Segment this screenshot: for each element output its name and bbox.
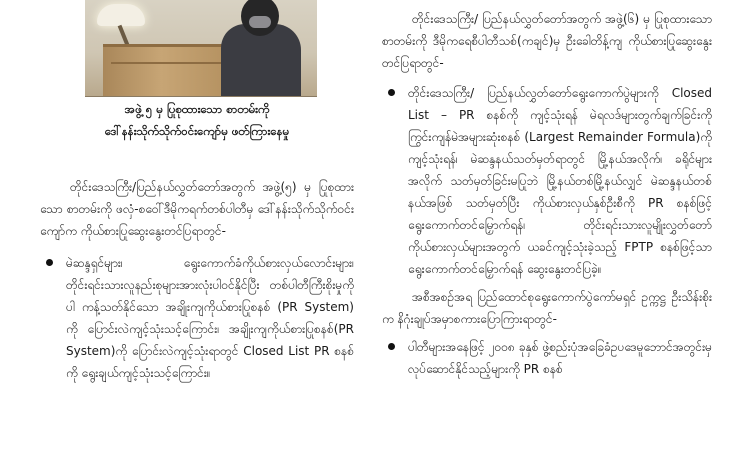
right-bullet-1 xyxy=(382,82,712,280)
caption-line-1: အဖွဲ့ ၅ မှ ပြုစုထားသော စာတမ်းကို xyxy=(124,102,270,116)
podium-trim-shape xyxy=(111,62,225,64)
right-paragraph-2: အစီအစဉ်အရ ပြည်ထောင်စုရွေးကောက်ပွဲကော်မရှင် ဥက္ကဋ္ဌ ဦးသိန်းစိုးက နိဂုံးချုပ်အမှာစကားပြောကြားရာတွင်- xyxy=(382,290,712,326)
left-bullet-1 xyxy=(40,252,354,384)
right-bullet-2 xyxy=(382,336,712,380)
speaker-photo xyxy=(85,0,317,97)
right-bullet-2-text: ပါတီများအနေဖြင့် ၂၀၀၈ ခုနှစ် ဖွဲ့စည်းပုံအခြေခံဥပဒေမူဘောင်အတွင်းမှ လုပ်ဆောင်နိုင်သည့်များကို PR စနစ် xyxy=(408,340,712,376)
right-bullet-list-1 xyxy=(382,82,712,280)
left-paragraph-1: တိုင်းဒေသကြီး/ပြည်နယ်လွှတ်တော်အတွက် အဖွဲ့(၅) မှ ပြုစုထားသော စာတမ်းကို ဖလှံ-စဝေါ်ဒီမိုကရက်တစ်ပါတီမှ ဒေါ်နန်းသိုက်သိုက်ဝင်းကျော်က ကိုယ်စားပြုဆွေးနွေးတင်ပြရာတွင်- xyxy=(40,180,354,238)
photo-caption xyxy=(40,98,354,142)
right-bullet-1-text: တိုင်းဒေသကြီး/ ပြည်နယ်လွှတ်တော်ရွေးကောက်ပွဲများကို Closed List – PR စနစ်ကို ကျင့်သုံးရန် မဲရလဒ်များတွက်ချက်ခြင်းကို ကြွင်းကျန်မဲအများဆုံးစနစ် (Largest Remainder Formula)ကို ကျင့်သုံးရန်၊ မဲဆန္ဒနယ်သတ်မှတ်ရာတွင် မြို့နယ်အလိုက်၊ ခရိုင်များအလိုက် သတ်မှတ်ခြင်းမပြုဘဲ မြို့နယ်တစ်မြို့နယ်လျှင် မဲဆန္ဒနယ်တစ်နယ်အဖြစ် သတ်မှတ်ပြီး ကိုယ်စားလှယ်နှစ်ဦးစီကို PR စနစ်ဖြင့် ရွေးကောက်တင်မြှောက်ရန်၊ တိုင်းရင်းသားလူမျိုးလွှတ်တော်ကိုယ်စားလှယ်များအတွက် ယခင်ကျင့်သုံးခဲ့သည့် FPTP စနစ်ဖြင့်သာ ရွေးကောက်တင်မြှောက်ရန် ဆွေးနွေးတင်ပြခဲ့။ xyxy=(408,86,712,276)
podium-shape xyxy=(103,44,233,97)
left-bullet-1-text: မဲဆန္ဒရှင်များ၊ ရွေးကောက်ခံကိုယ်စားလှယ်လောင်းများ၊ တိုင်းရင်းသားလူနည်းစုများအားလုံးပါဝင်နိုင်ပြီး တစ်ပါတီကြီးစိုးမှုကိုပါ ကန့်သတ်နိုင်သော အချိုးကျကိုယ်စားပြုစနစ် (PR System) ကို ပြောင်းလဲကျင့်သုံးသင့်ကြောင်း၊ အချိုးကျကိုယ်စားပြုစနစ်(PR System)ကို ပြောင်းလဲကျင့်သုံးရာတွင် Closed List PR စနစ်ကို ရွေးချယ်ကျင့်သုံးသင့်ကြောင်း။ xyxy=(66,256,354,380)
right-column xyxy=(382,8,712,380)
right-bullet-list-2 xyxy=(382,336,712,380)
face-mask-shape xyxy=(249,16,271,28)
left-bullet-list xyxy=(40,252,354,384)
left-column xyxy=(40,176,354,384)
bullet-dot xyxy=(46,259,53,266)
right-paragraph-1: တိုင်းဒေသကြီး/ ပြည်နယ်လွှတ်တော်အတွက် အဖွဲ့(၆) မှ ပြုစုထားသောစာတမ်းကို ဒီမိုကရေစီပါတီသစ်(ကချင်)မှ ဦးခေါတိန့်ကျ ကိုယ်စားပြုဆွေးနွေးတင်ပြရာတွင်- xyxy=(382,12,712,70)
bullet-dot xyxy=(388,343,395,350)
bullet-dot xyxy=(388,89,395,96)
caption-line-2: ဒေါ်နန်းသိုက်သိုက်ဝင်းကျော်မှ ဖတ်ကြားနေမှု xyxy=(104,124,290,138)
lamp-shape xyxy=(97,4,145,26)
